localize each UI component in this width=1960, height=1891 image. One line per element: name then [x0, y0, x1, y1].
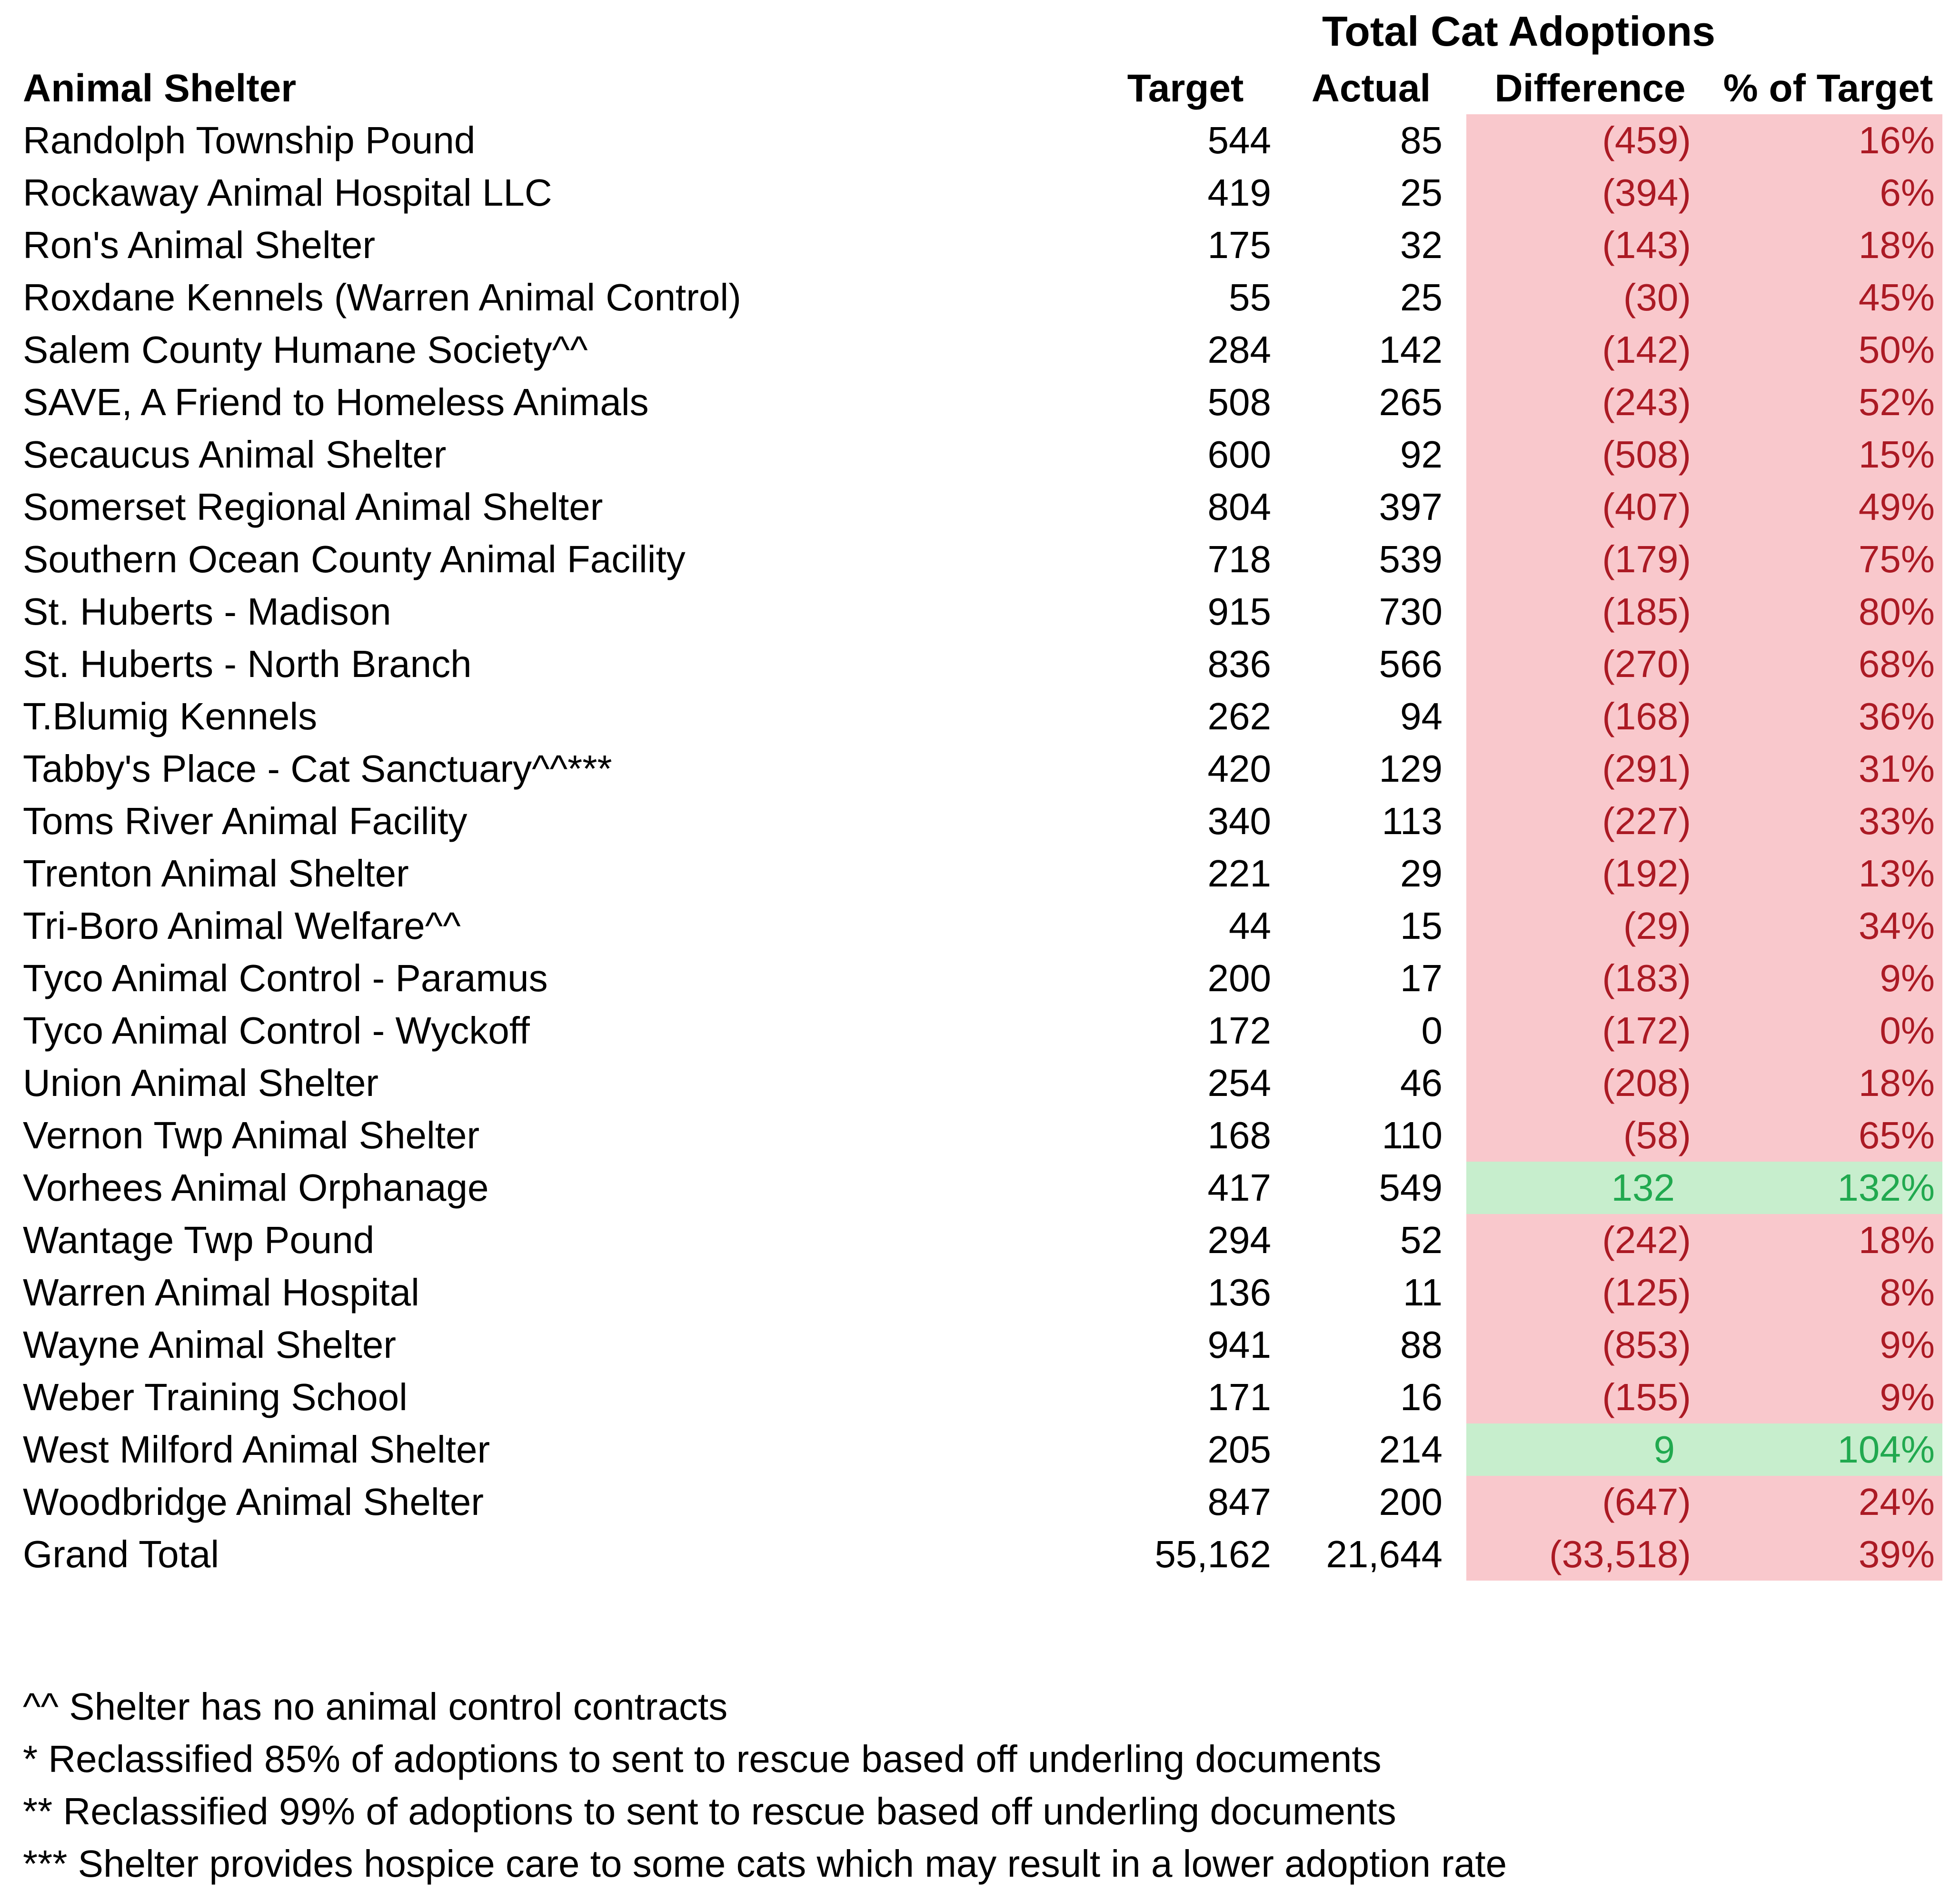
actual-cell: 110	[1382, 1114, 1443, 1156]
table-row	[0, 481, 1960, 533]
shelter-name-cell: Tyco Animal Control - Paramus	[23, 957, 548, 999]
difference-cell: (407)	[1466, 481, 1714, 533]
difference-cell: (394)	[1466, 167, 1714, 219]
actual-cell: 16	[1400, 1376, 1443, 1418]
table-row	[0, 533, 1960, 586]
difference-cell: (508)	[1466, 428, 1714, 481]
actual-cell: 0	[1421, 1009, 1443, 1052]
actual-cell: 730	[1379, 590, 1443, 633]
percent-of-target-cell: 31%	[1714, 743, 1942, 795]
target-cell: 200	[1207, 957, 1271, 999]
table-row	[0, 114, 1960, 167]
column-header-actual: Actual	[1311, 67, 1431, 110]
percent-of-target-cell: 18%	[1714, 1214, 1942, 1266]
difference-cell: 9	[1466, 1423, 1714, 1476]
difference-cell: (291)	[1466, 743, 1714, 795]
percent-of-target-cell: 9%	[1714, 1371, 1942, 1423]
shelter-name-cell: Vorhees Animal Orphanage	[23, 1166, 489, 1209]
shelter-name-cell: Somerset Regional Animal Shelter	[23, 486, 603, 528]
actual-cell: 46	[1400, 1062, 1443, 1104]
table-body	[0, 114, 1960, 1581]
target-cell: 294	[1207, 1219, 1271, 1261]
percent-of-target-cell: 16%	[1714, 114, 1942, 167]
shelter-name-cell: Vernon Twp Animal Shelter	[23, 1114, 480, 1156]
table-row	[0, 1423, 1960, 1476]
percent-of-target-cell: 39%	[1714, 1528, 1942, 1581]
actual-cell: 142	[1379, 328, 1443, 371]
percent-of-target-cell: 18%	[1714, 1057, 1942, 1109]
column-header-target: Target	[1127, 67, 1244, 110]
percent-of-target-cell: 45%	[1714, 271, 1942, 324]
actual-cell: 92	[1400, 433, 1443, 476]
target-cell: 600	[1207, 433, 1271, 476]
shelter-name-cell: Toms River Animal Facility	[23, 800, 468, 842]
table-row	[0, 428, 1960, 481]
difference-cell: (647)	[1466, 1476, 1714, 1528]
table-row	[0, 690, 1960, 743]
actual-cell: 15	[1400, 905, 1443, 947]
table-row	[0, 167, 1960, 219]
shelter-name-cell: Secaucus Animal Shelter	[23, 433, 447, 476]
shelter-name-cell: Tri-Boro Animal Welfare^^	[23, 905, 461, 947]
shelter-name-cell: Trenton Animal Shelter	[23, 852, 409, 895]
table-row	[0, 638, 1960, 690]
percent-of-target-cell: 34%	[1714, 900, 1942, 952]
target-cell: 221	[1207, 852, 1271, 895]
table-row	[0, 1528, 1960, 1581]
table-row	[0, 847, 1960, 900]
shelter-name-cell: Rockaway Animal Hospital LLC	[23, 171, 552, 214]
actual-cell: 25	[1400, 276, 1443, 318]
shelter-name-cell: Salem County Humane Society^^	[23, 328, 588, 371]
percent-of-target-cell: 36%	[1714, 690, 1942, 743]
difference-cell: (179)	[1466, 533, 1714, 586]
target-cell: 804	[1207, 486, 1271, 528]
actual-cell: 539	[1379, 538, 1443, 580]
percent-of-target-cell: 18%	[1714, 219, 1942, 271]
difference-cell: (270)	[1466, 638, 1714, 690]
target-cell: 508	[1207, 381, 1271, 423]
difference-cell: (208)	[1466, 1057, 1714, 1109]
difference-cell: (155)	[1466, 1371, 1714, 1423]
percent-of-target-cell: 9%	[1714, 952, 1942, 1005]
actual-cell: 200	[1379, 1481, 1443, 1523]
target-cell: 172	[1207, 1009, 1271, 1052]
difference-cell: (168)	[1466, 690, 1714, 743]
table-row	[0, 1162, 1960, 1214]
shelter-name-cell: Randolph Township Pound	[23, 119, 476, 161]
target-cell: 915	[1207, 590, 1271, 633]
difference-cell: (183)	[1466, 952, 1714, 1005]
title-row	[0, 0, 1960, 63]
footnote-reclassified-99: ** Reclassified 99% of adoptions to sent to rescue based off underling documents	[23, 1790, 1396, 1832]
percent-of-target-cell: 75%	[1714, 533, 1942, 586]
difference-cell: (125)	[1466, 1266, 1714, 1319]
actual-cell: 25	[1400, 171, 1443, 214]
target-cell: 941	[1207, 1324, 1271, 1366]
target-cell: 419	[1207, 171, 1271, 214]
table-row	[0, 743, 1960, 795]
shelter-name-cell: SAVE, A Friend to Homeless Animals	[23, 381, 649, 423]
percent-of-target-cell: 50%	[1714, 324, 1942, 376]
difference-cell: (227)	[1466, 795, 1714, 847]
actual-cell: 94	[1400, 695, 1443, 737]
page-title: Total Cat Adoptions	[1322, 8, 1716, 55]
percent-of-target-cell: 6%	[1714, 167, 1942, 219]
footnote-reclassified-85: * Reclassified 85% of adoptions to sent to rescue based off underling documents	[23, 1738, 1382, 1780]
target-cell: 420	[1207, 747, 1271, 790]
shelter-name-cell: Weber Training School	[23, 1376, 408, 1418]
target-cell: 205	[1207, 1428, 1271, 1471]
shelter-name-cell: Grand Total	[23, 1533, 219, 1575]
table-row	[0, 795, 1960, 847]
shelter-name-cell: West Milford Animal Shelter	[23, 1428, 490, 1471]
title-spacer	[0, 0, 1095, 63]
difference-cell: (30)	[1466, 271, 1714, 324]
shelter-name-cell: Tabby's Place - Cat Sanctuary^^***	[23, 747, 612, 790]
percent-of-target-cell: 24%	[1714, 1476, 1942, 1528]
shelter-name-cell: Woodbridge Animal Shelter	[23, 1481, 484, 1523]
footnotes	[0, 1681, 1960, 1890]
target-cell: 262	[1207, 695, 1271, 737]
table-row	[0, 1214, 1960, 1266]
actual-cell: 17	[1400, 957, 1443, 999]
percent-of-target-cell: 0%	[1714, 1005, 1942, 1057]
difference-cell: (192)	[1466, 847, 1714, 900]
difference-cell: (459)	[1466, 114, 1714, 167]
shelter-name-cell: Union Animal Shelter	[23, 1062, 379, 1104]
target-cell: 284	[1207, 328, 1271, 371]
actual-cell: 566	[1379, 643, 1443, 685]
percent-of-target-cell: 49%	[1714, 481, 1942, 533]
table-row	[0, 900, 1960, 952]
actual-cell: 11	[1403, 1271, 1443, 1314]
difference-cell: (143)	[1466, 219, 1714, 271]
table-row	[0, 219, 1960, 271]
column-header-pct-of-target: % of Target	[1723, 67, 1933, 110]
percent-of-target-cell: 33%	[1714, 795, 1942, 847]
target-cell: 55,162	[1154, 1533, 1271, 1575]
difference-cell: (33,518)	[1466, 1528, 1714, 1581]
shelter-name-cell: Tyco Animal Control - Wyckoff	[23, 1009, 530, 1052]
target-cell: 836	[1207, 643, 1271, 685]
table-row	[0, 1266, 1960, 1319]
target-cell: 175	[1207, 224, 1271, 266]
table-row	[0, 1371, 1960, 1423]
footnote-hospice-care: *** Shelter provides hospice care to some cats which may result in a lower adoption rate	[23, 1842, 1507, 1885]
column-header-animal-shelter: Animal Shelter	[23, 67, 297, 110]
percent-of-target-cell: 104%	[1714, 1423, 1942, 1476]
difference-cell: (242)	[1466, 1214, 1714, 1266]
actual-cell: 549	[1379, 1166, 1443, 1209]
percent-of-target-cell: 15%	[1714, 428, 1942, 481]
target-cell: 417	[1207, 1166, 1271, 1209]
table-row	[0, 1476, 1960, 1528]
shelter-name-cell: Ron's Animal Shelter	[23, 224, 376, 266]
difference-cell: 132	[1466, 1162, 1714, 1214]
actual-cell: 265	[1379, 381, 1443, 423]
shelter-name-cell: Roxdane Kennels (Warren Animal Control)	[23, 276, 741, 318]
difference-cell: (185)	[1466, 586, 1714, 638]
actual-cell: 88	[1400, 1324, 1443, 1366]
target-cell: 718	[1207, 538, 1271, 580]
percent-of-target-cell: 68%	[1714, 638, 1942, 690]
shelter-name-cell: Wantage Twp Pound	[23, 1219, 375, 1261]
actual-cell: 29	[1400, 852, 1443, 895]
target-cell: 44	[1229, 905, 1271, 947]
footnote-no-contracts: ^^ Shelter has no animal control contracts	[23, 1685, 728, 1728]
difference-cell: (172)	[1466, 1005, 1714, 1057]
table-row	[0, 952, 1960, 1005]
percent-of-target-cell: 13%	[1714, 847, 1942, 900]
actual-cell: 52	[1400, 1219, 1443, 1261]
target-cell: 340	[1207, 800, 1271, 842]
table-header-row	[0, 63, 1960, 114]
difference-cell: (58)	[1466, 1109, 1714, 1162]
difference-cell: (29)	[1466, 900, 1714, 952]
target-cell: 847	[1207, 1481, 1271, 1523]
target-cell: 168	[1207, 1114, 1271, 1156]
shelter-name-cell: Wayne Animal Shelter	[23, 1324, 397, 1366]
actual-cell: 85	[1400, 119, 1443, 161]
percent-of-target-cell: 8%	[1714, 1266, 1942, 1319]
table-row	[0, 324, 1960, 376]
table-row	[0, 1319, 1960, 1371]
shelter-name-cell: Southern Ocean County Animal Facility	[23, 538, 686, 580]
percent-of-target-cell: 132%	[1714, 1162, 1942, 1214]
shelter-name-cell: St. Huberts - North Branch	[23, 643, 472, 685]
shelter-name-cell: Warren Animal Hospital	[23, 1271, 419, 1314]
percent-of-target-cell: 9%	[1714, 1319, 1942, 1371]
actual-cell: 129	[1379, 747, 1443, 790]
column-header-difference: Difference	[1494, 67, 1686, 110]
actual-cell: 32	[1400, 224, 1443, 266]
percent-of-target-cell: 80%	[1714, 586, 1942, 638]
table-row	[0, 1057, 1960, 1109]
table-row	[0, 586, 1960, 638]
table-row	[0, 271, 1960, 324]
percent-of-target-cell: 52%	[1714, 376, 1942, 428]
target-cell: 55	[1229, 276, 1271, 318]
target-cell: 136	[1207, 1271, 1271, 1314]
target-cell: 171	[1207, 1376, 1271, 1418]
percent-of-target-cell: 65%	[1714, 1109, 1942, 1162]
shelter-name-cell: T.Blumig Kennels	[23, 695, 318, 737]
actual-cell: 113	[1382, 800, 1443, 842]
actual-cell: 214	[1379, 1428, 1443, 1471]
table-row	[0, 1109, 1960, 1162]
table-row	[0, 376, 1960, 428]
difference-cell: (142)	[1466, 324, 1714, 376]
target-cell: 544	[1207, 119, 1271, 161]
shelter-name-cell: St. Huberts - Madison	[23, 590, 391, 633]
actual-cell: 21,644	[1326, 1533, 1443, 1575]
table-row	[0, 1005, 1960, 1057]
difference-cell: (243)	[1466, 376, 1714, 428]
actual-cell: 397	[1379, 486, 1443, 528]
target-cell: 254	[1207, 1062, 1271, 1104]
difference-cell: (853)	[1466, 1319, 1714, 1371]
